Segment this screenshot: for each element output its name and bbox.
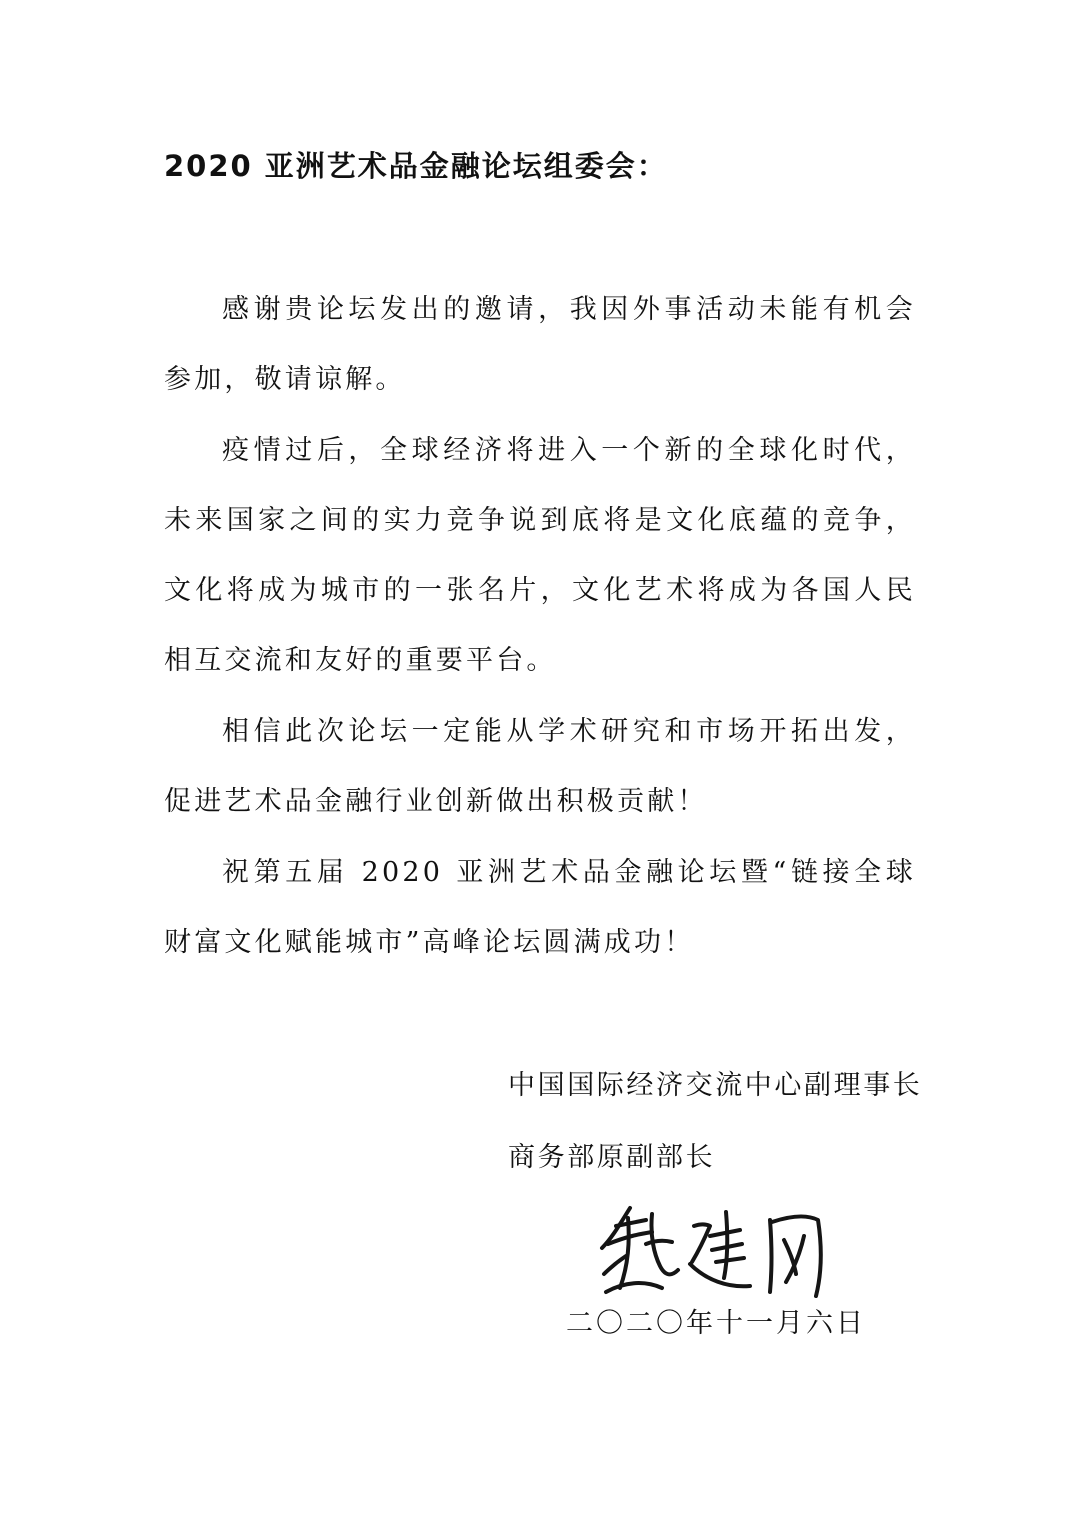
letter-paragraph-1: 感谢贵论坛发出的邀请，我因外事活动未能有机会参加，敬请谅解。	[164, 294, 916, 395]
letter-paragraph-3: 相信此次论坛一定能从学术研究和市场开拓出发，促进艺术品金融行业创新做出积极贡献！	[164, 716, 916, 817]
letter-date: 二〇二〇年十一月六日	[566, 1308, 866, 1339]
letter-paragraph-2: 疫情过后，全球经济将进入一个新的全球化时代，未来国家之间的实力竞争说到底将是文化底蕴的竞争，文化将成为城市的一张名片，文化艺术将成为各国人民相互交流和友好的重要平台。	[164, 435, 916, 676]
letter-salutation: 2020 亚洲艺术品金融论坛组委会：	[164, 149, 668, 183]
signer-title: 商务部原副部长	[508, 1142, 716, 1173]
signer-organization: 中国国际经济交流中心副理事长	[508, 1070, 923, 1101]
letter-paragraph-4: 祝第五届 2020 亚洲艺术品金融论坛暨“链接全球财富文化赋能城市”高峰论坛圆满成功！	[164, 857, 916, 958]
handwritten-signature	[590, 1196, 840, 1306]
